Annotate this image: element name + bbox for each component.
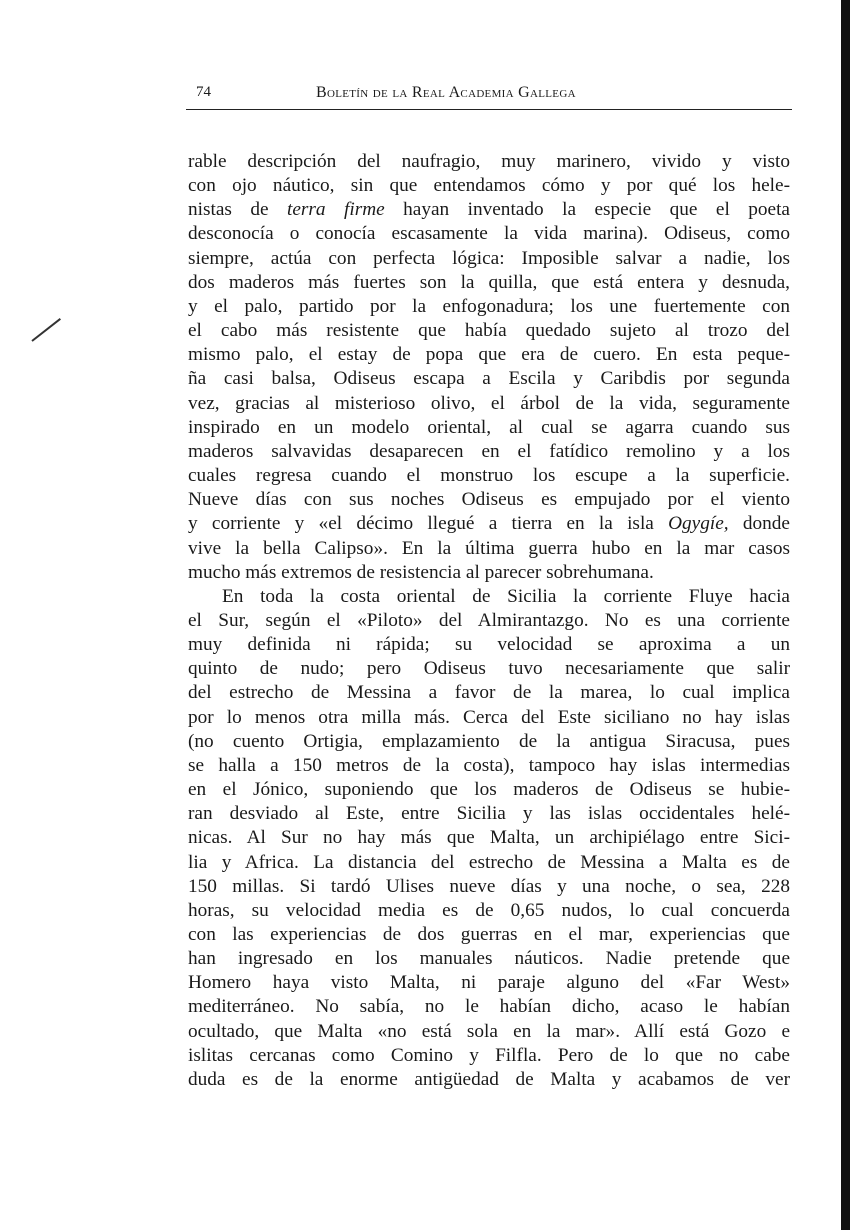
- text-line: mismo palo, el estay de popa que era de cuero. En esta peque-: [188, 344, 790, 366]
- text-line: siempre, actúa con perfecta lógica: Imposible salvar a nadie, los: [188, 247, 790, 269]
- text-segment: nistas de: [188, 199, 287, 221]
- text-line: ocultado, que Malta «no está sola en la mar». Allí está Gozo e: [188, 1020, 790, 1042]
- text-line: quinto de nudo; pero Odiseus tuvo necesariamente que salir: [188, 658, 790, 680]
- text-line: en el Jónico, suponiendo que los maderos de Odiseus se hubie-: [188, 779, 790, 801]
- text-line: Nueve días con sus noches Odiseus es empujado por el viento: [188, 489, 790, 511]
- scan-page-edge: [841, 0, 850, 1230]
- text-line: rable descripción del naufragio, muy marinero, vivido y visto: [188, 151, 790, 172]
- text-line: con ojo náutico, sin que entendamos cómo y por qué los hele-: [188, 175, 790, 197]
- text-line: 150 millas. Si tardó Ulises nueve días y una noche, o sea, 228: [188, 875, 790, 897]
- text-line: con las experiencias de dos guerras en el mar, experiencias que: [188, 924, 790, 945]
- text-line: (no cuento Ortigia, emplazamiento de la antigua Siracusa, pues: [188, 730, 790, 752]
- text-segment: donde: [728, 513, 790, 535]
- text-line: ran desviado al Este, entre Sicilia y las islas occidentales helé-: [188, 803, 790, 825]
- text-line: y el palo, partido por la enfogonadura; los une fuertemente con: [188, 295, 790, 317]
- italic-text: Ogygíe,: [668, 513, 729, 535]
- text-line: cuales regresa cuando el monstruo los escupe a la superficie.: [188, 465, 790, 487]
- text-segment: hayan inventado la especie que el poeta: [384, 199, 790, 221]
- text-line: En toda la costa oriental de Sicilia la corriente Fluye hacia: [222, 585, 790, 607]
- body-text: [188, 150, 790, 1092]
- text-line: mediterráneo. No sabía, no le habían dicho, acaso le habían: [188, 996, 790, 1018]
- text-line: Homero haya visto Malta, ni paraje alguno del «Far West»: [188, 972, 790, 994]
- text-line: inspirado en un modelo oriental, al cual se agarra cuando sus: [188, 416, 790, 438]
- running-header: [196, 82, 790, 106]
- text-line: han ingresado en los manuales náuticos. Nadie pretende que: [188, 948, 790, 970]
- text-line: duda es de la enorme antigüedad de Malta y acabamos de ver: [188, 1068, 790, 1090]
- text-line: vez, gracias al misterioso olivo, el árbol de la vida, seguramente: [188, 392, 790, 414]
- text-line: horas, su velocidad media es de 0,65 nudos, lo cual concuerda: [188, 899, 790, 921]
- text-line: islitas cercanas como Comino y Filfla. Pero de lo que no cabe: [188, 1044, 790, 1066]
- text-line: del estrecho de Messina a favor de la marea, lo cual implica: [188, 682, 790, 704]
- text-line: [188, 198, 790, 222]
- text-line: el Sur, según el «Piloto» del Almirantazgo. No es una corriente: [188, 609, 790, 631]
- text-line: por lo menos otra milla más. Cerca del Este siciliano no hay islas: [188, 706, 790, 728]
- text-line: el cabo más resistente que había quedado sujeto al trozo del: [188, 320, 790, 342]
- text-line: [188, 512, 790, 536]
- text-line: muy definida ni rápida; su velocidad se aproxima a un: [188, 634, 790, 656]
- text-line: se halla a 150 metros de la costa), tampoco hay islas intermedias: [188, 754, 790, 776]
- text-line: ña casi balsa, Odiseus escapa a Escila y Caribdis por segunda: [188, 368, 790, 390]
- text-line: maderos salvavidas desaparecen en el fatídico remolino y a los: [188, 440, 790, 462]
- margin-pencil-mark: [31, 318, 61, 342]
- text-line: desconocía o conocía escasamente la vida marina). Odiseus, como: [188, 223, 790, 245]
- text-line: lia y Africa. La distancia del estrecho de Messina a Malta es de: [188, 851, 790, 873]
- text-line: vive la bella Calipso». En la última guerra hubo en la mar casos: [188, 537, 790, 559]
- header-rule: [186, 109, 792, 110]
- italic-text: terra firme: [287, 199, 385, 221]
- text-segment: y corriente y «el décimo llegué a tierra en la isla: [188, 513, 669, 535]
- text-line: mucho más extremos de resistencia al parecer sobrehumana.: [188, 561, 654, 583]
- text-line: nicas. Al Sur no hay más que Malta, un archipiélago entre Sici-: [188, 827, 790, 849]
- text-line: dos maderos más fuertes son la quilla, que está entera y desnuda,: [188, 271, 790, 293]
- journal-title: Boletín de la Real Academia Gallega: [316, 84, 576, 101]
- page-number: 74: [196, 84, 211, 100]
